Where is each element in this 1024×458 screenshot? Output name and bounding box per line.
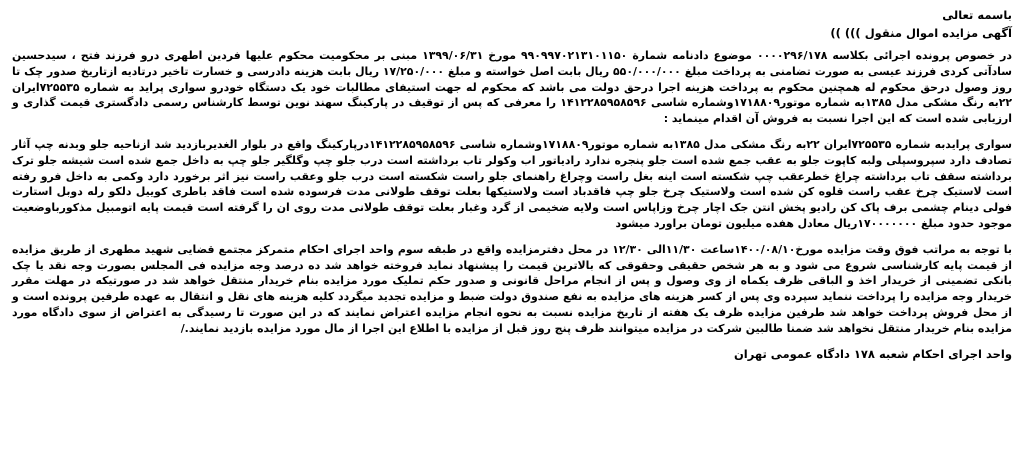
- notice-title: آگهی مزایده اموال منقول ))) )): [830, 26, 1012, 40]
- auction-terms-paragraph: با توجه به مراتب فوق وقت مزایده مورخ۱۴۰۰/۰۸/۱۰ساعت ۱۱/۳۰الی ۱۲/۳۰ در محل دفترمزایده واقع در طبقه سوم واحد اجرای احکام متمرکز مجتمع قضایی شهید مطهری از طریق مزایده از قیمت پایه کارشناسی شروع می شود و به هر شخص حقیقی وحقوقی که بالاترین قیمت را پیشنهاد نماید فروخته خواهد شد ده درصد وجه مزایده فی المجلس بصورت وجه نقد یا چک بانکی تضمینی از خریدار اخذ و الباقی ظرف یکماه از وی وصول و پس از انجام مراحل قانونی و صدور حکم تملیک مورد مزایده بنام خریدار منتقل خواهد شد در صورتیکه در مهلت مقرر خریدار وجه مزایده را پرداخت ننماید سپرده وی پس از کسر هزینه های مزایده به نفع صندوق دولت ضبط و مزایده تجدید میگردد کلیه هزینه های نقل و انتقال به عهده طرفین پرونده است و از محل فروش پرداخت خواهد شد طرفین مزایده ظرف یک هفته از تاریخ مزایده نسبت به نحوه انجام مزایده اعتراض نمایند که در این صورت تا رسیدگی به اعتراض از سوی دادگاه مورد مزایده بنام خریدار منتقل نخواهد شد ضمنا طالبین شرکت در مزایده میتوانند ظرف پنج روز قبل از مزایده با اطلاع این اجرا از مال مورد مزایده بازدید نمایند./: [12, 242, 1012, 335]
- bismillah-heading: باسمه تعالی: [942, 8, 1012, 22]
- case-paragraph: در خصوص پرونده اجرائی بکلاسه ۰۰۰۰۲۹۶/۱۷۸ موضوع دادنامه شمارة ۹۹۰۹۹۷۰۲۱۳۱۰۱۱۵۰ مورخ ۱۳۹۹/۰۶/۳۱ مبنی بر محکومیت محکوم علیها فردین اطهری درو فرزند فتح ، سیدحسین سادآتی کردی فرزند عیسی به صورت تضامنی به پرداخت مبلغ ۵۵۰/۰۰۰/۰۰۰ ریال بابت اصل خواسته و مبلغ ۱۷/۲۵۰/۰۰۰ ریال بابت هزینه دادرسی و خسارت تاخیر درتادیه ازتاریخ صدور چک تا روز وصول درحق محکوم له همچنین محکوم به پرداخت هزینه اجرا درحق دولت می باشد که محکوم له جهت استیفای مطالبات خود یک دستگاه خودرو سواری پراید به شماره ۷۲۵۵۳۵ایران ۲۲به رنگ مشکی مدل ۱۳۸۵به شماره موتور۱۷۱۸۸۰۹وشماره شاسی ۱۴۱۲۲۸۵۹۵۸۵۹۶ را معرفی که پس از توقیف در پارکینگ سهند نوین توسط کارشناس رسمی دادگستری قیمت گذاری و ارزیابی شده است که این اجرا نسبت به فروش آن اقدام مینماید :: [12, 49, 1013, 126]
- issuer-signature: واحد اجرای احکام شعبه ۱۷۸ دادگاه عمومی تهران: [733, 346, 1012, 361]
- vehicle-description-paragraph: سواری پرایدبه شماره ۷۲۵۵۳۵ایران ۲۲به رنگ مشکی مدل ۱۳۸۵به شماره موتور۱۷۱۸۸۰۹وشماره شاسی ۱۴۱۲۲۸۵۹۵۸۵۹۶درپارکینگ واقع در بلوار الغدیربازدید شد ازناحیه جلو وبدنه چپ آثار تصادف دارد سپروسپلی ولبه کاپوت جلو به عقب جمع شده است جلو پنجره ندارد رادیاتور اب وکولر تاب برداشته است درب جلو چپ وگلگیر جلو چپ به داخل جمع شده است شیشه جلو ترک برداشته سقف تاب برداشته چراغ خطرعقب چپ شکسته است اینه بغل راست وچراغ راهنمای جلو راست شکسته است درب جلو وعقب راست نیز اثر برخورد دارد وکمی به داخل فرو رفته است لاستیک چرخ عقب راست قلوه کن شده است ولاستیک چرخ جلو چپ فاقدباد است ولاستیکها بعلت توقف طولانی مدت فرسوده شده است فاقد باطری کوییل دلکو رله دوبل استارت فولی دینام چشمی برف پاک کن رادیو پخش انتن جک اچار چرخ وزاپاس است ولایه ضخیمی از گرد وغبار بعلت توقف طولانی مدت روی ان را گرفته است قیمت پایه اتومبیل مذکورباوضعیت موجود حدود مبلغ ۱۷۰۰۰۰۰۰۰ریال معادل هفده میلیون تومان براورد میشود: [12, 137, 1012, 230]
